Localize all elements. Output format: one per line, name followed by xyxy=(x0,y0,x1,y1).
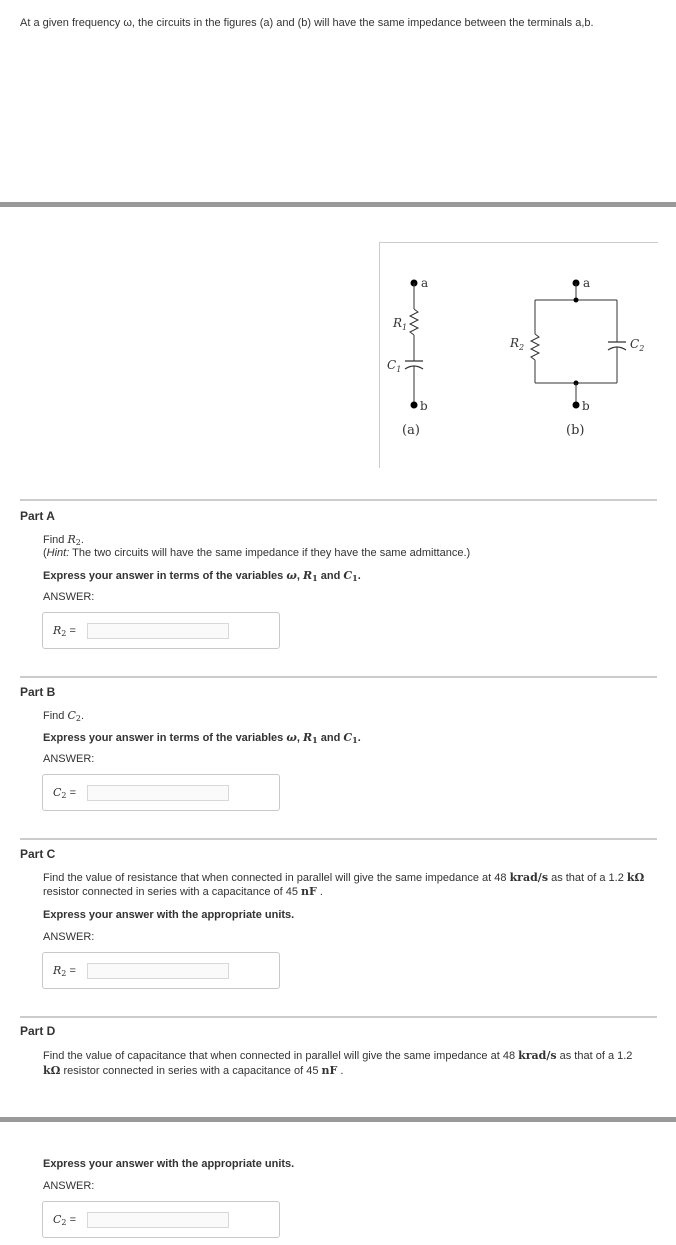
part-b-express: Express your answer in terms of the variables ω, $R_1$ and $C_1$. xyxy=(43,731,361,745)
resistor-r2 xyxy=(531,334,539,360)
part-b-answer-label: ANSWER: xyxy=(43,753,95,765)
caption-a: (a) xyxy=(402,423,420,438)
part-c-title: Part C xyxy=(20,847,56,861)
terminal-b-circuit-bottom xyxy=(573,402,580,409)
part-a-find: Find $R_2$. xyxy=(43,533,84,547)
part-c-answer-box xyxy=(42,952,280,989)
part-c-express: Express your answer with the appropriate units. xyxy=(43,909,295,921)
part-d-express: Express your answer with the appropriate units. xyxy=(43,1158,295,1170)
circuit-a-terminal-b-label: b xyxy=(420,399,428,413)
part-c-text-line1: Find the value of resistance that when connected in parallel will give the same impedance at 48 krad/s as that of a 1.2 kΩ xyxy=(43,871,645,884)
caption-b: (b) xyxy=(566,423,585,438)
circuit-a xyxy=(387,276,428,438)
part-a-answer-var: $R_2$ = xyxy=(53,624,76,638)
part-d-answer-box xyxy=(42,1201,280,1238)
resistor-r1 xyxy=(410,309,418,335)
part-b-answer-var: $C_2$ = xyxy=(53,786,76,800)
part-b-find: Find $C_2$. xyxy=(43,709,85,723)
part-b-answer-box xyxy=(42,774,280,811)
part-b-answer-input[interactable] xyxy=(87,785,229,801)
part-c-divider xyxy=(20,838,657,840)
circuit-b xyxy=(509,276,644,438)
part-d-title: Part D xyxy=(20,1024,56,1038)
circuit-figure xyxy=(379,242,658,468)
part-c-text-line2: resistor connected in series with a capacitance of 45 nF . xyxy=(43,885,323,898)
part-c-answer-label: ANSWER: xyxy=(43,931,95,943)
part-b-title: Part B xyxy=(20,685,56,699)
part-d-answer-label: ANSWER: xyxy=(43,1180,95,1192)
part-d-text-line1: Find the value of capacitance that when connected in parallel will give the same impedance at 48 krad/s as that of a 1.2 xyxy=(43,1049,633,1062)
part-c-answer-input[interactable] xyxy=(87,963,229,979)
c2-label: $C_2$ xyxy=(630,337,645,353)
part-a-divider xyxy=(20,499,657,501)
intro-text: At a given frequency ω, the circuits in the figures (a) and (b) will have the same impedance between the terminals a,b. xyxy=(20,17,594,29)
r2-label: $R_2$ xyxy=(510,336,525,352)
c1-label: $C_1$ xyxy=(387,358,402,374)
circuit-a-terminal-a-label: a xyxy=(421,276,429,290)
part-a-answer-box xyxy=(42,612,280,649)
part-d-answer-var: $C_2$ = xyxy=(53,1213,76,1227)
page-break-bar xyxy=(0,202,676,207)
part-a-hint: (Hint: The two circuits will have the same impedance if they have the same admittance.) xyxy=(43,547,471,559)
part-a-express: Express your answer in terms of the variables ω, $R_1$ and $C_1$. xyxy=(43,569,361,583)
circuit-diagram xyxy=(380,243,658,468)
circuit-b-terminal-b-label: b xyxy=(582,399,590,413)
circuit-b-terminal-a-label: a xyxy=(583,276,591,290)
part-b-divider xyxy=(20,676,657,678)
page-break-bar-2 xyxy=(0,1117,676,1122)
r1-label: $R_1$ xyxy=(393,316,408,332)
part-d-divider xyxy=(20,1016,657,1018)
part-a-title: Part A xyxy=(20,509,55,523)
part-a-answer-input[interactable] xyxy=(87,623,229,639)
terminal-b-bottom xyxy=(411,402,418,409)
part-c-answer-var: $R_2$ = xyxy=(53,964,76,978)
part-d-text-line2: kΩ resistor connected in series with a capacitance of 45 nF . xyxy=(43,1064,344,1077)
part-d-answer-input[interactable] xyxy=(87,1212,229,1228)
part-a-answer-label: ANSWER: xyxy=(43,591,95,603)
